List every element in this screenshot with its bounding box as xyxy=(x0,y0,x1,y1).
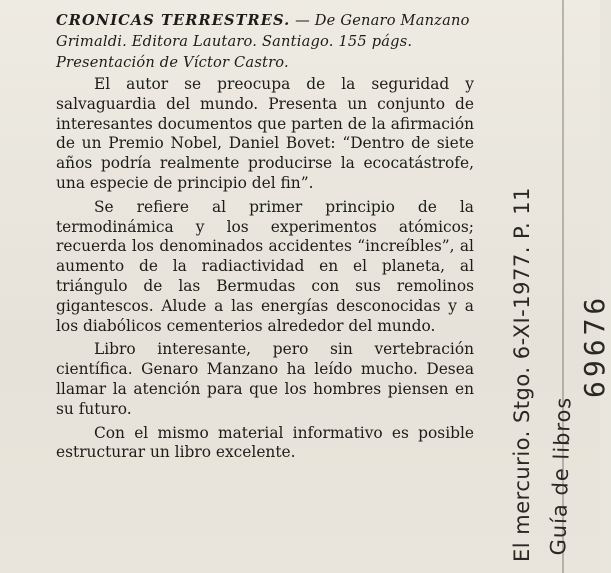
book-title: CRONICAS TERRESTRES. xyxy=(56,12,291,29)
review-paragraph-2: Se refiere al primer principio de la termodinámica y los experimentos atómicos; recuerda los denominados accidentes “increíbles”, al aumento de la radiactividad en el planeta, al triángulo de las Bermudas con sus remolinos gigantescos. Alude a las energías desconocidas y a los diabólicos cementerios alrededor del mundo. xyxy=(56,197,474,335)
review-paragraph-1: El autor se preocupa de la seguridad y salvaguardia del mundo. Presenta un conjunto de interesantes documentos que parten de la afirmación de un Premio Nobel, Daniel Bovet: “Dentro de siete años podría realmente producirse la ecocatástrofe, una especie de principio del fin”. xyxy=(56,75,474,192)
review-paragraph-4: Con el mismo material informativo es posible estructurar un libro excelente. xyxy=(56,423,474,462)
book-byline: — De Genaro Manzano Grimaldi. Editora Lautaro. Santiago. 155 págs. Presentación de Víctor Castro. xyxy=(56,12,470,71)
handwritten-section-note: Guía de libros xyxy=(546,396,576,556)
review-article xyxy=(56,10,474,467)
review-header xyxy=(56,10,474,73)
handwritten-catalog-number: 69676 xyxy=(578,293,611,398)
handwritten-source-note: El mercurio. Stgo. 6-XI-1977. P. 11 xyxy=(510,186,534,562)
handwritten-notes xyxy=(488,150,611,570)
review-paragraph-3: Libro interesante, pero sin vertebración científica. Genaro Manzano ha leído mucho. Desea llamar la atención para que los hombres piensen en su futuro. xyxy=(56,340,474,418)
